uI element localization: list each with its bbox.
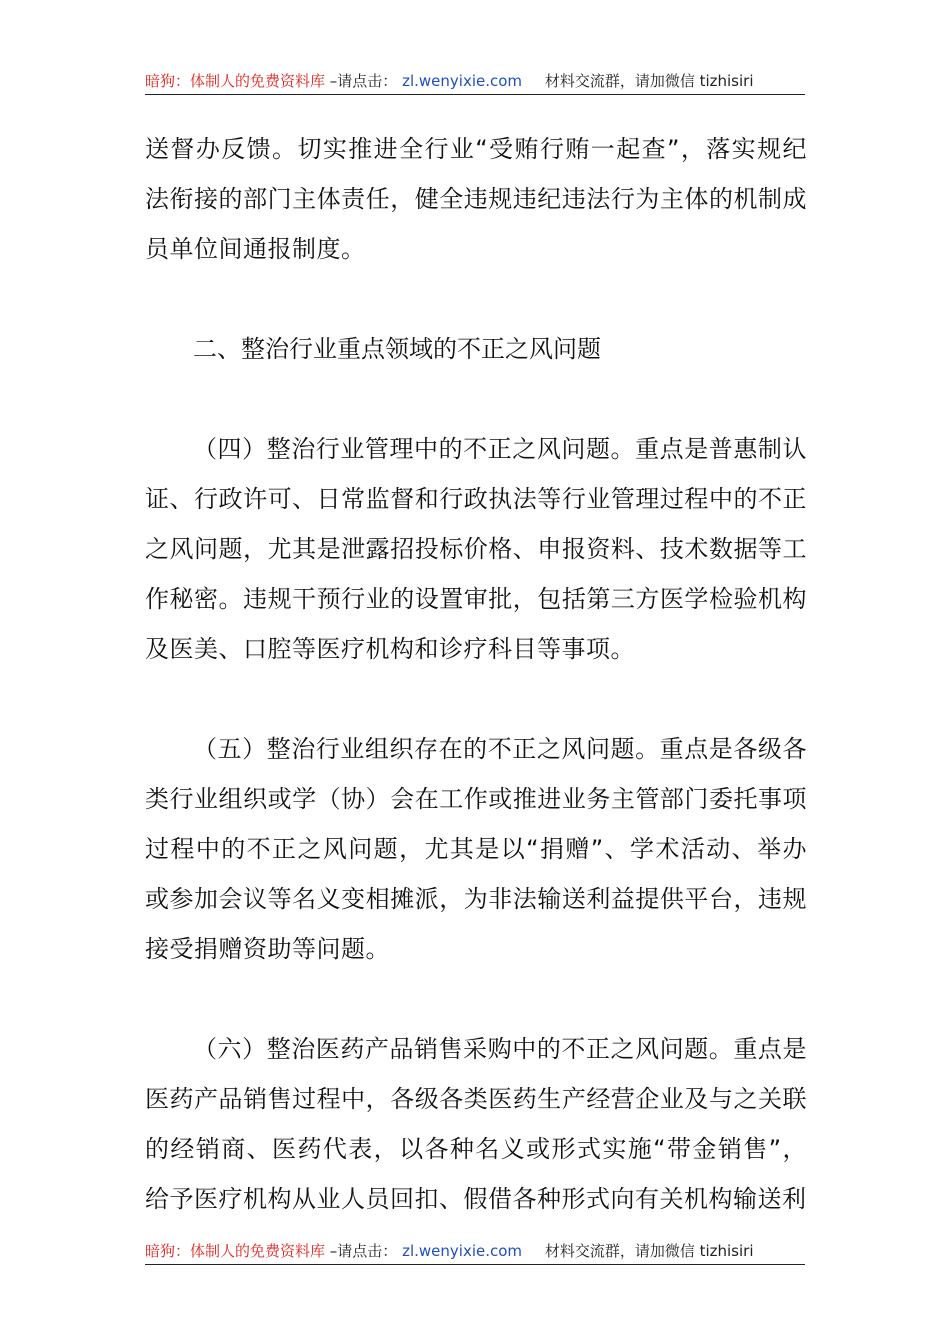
paragraph-item-4: （四）整治行业管理中的不正之风问题。重点是普惠制认证、行政许可、日常监督和行政执法等行业管理过程中的不正之风问题，尤其是泄露招投标价格、申报资料、技术数据等工作秘密。违规干预行业的设置审批，包括第三方医学检验机构及医美、口腔等医疗机构和诊疗科目等事项。 xyxy=(145,435,807,663)
paragraph-item-6: （六）整治医药产品销售采购中的不正之风问题。重点是医药产品销售过程中，各级各类医药生产经营企业及与之关联的经销商、医药代表，以各种名义或形式实施“带金销售”，给予医疗机构从业人员回扣、假借各种形式向有关机构输送利 xyxy=(145,1035,807,1213)
footer-link[interactable]: zl.wenyixie.com xyxy=(402,1242,523,1260)
header-brand: 暗狗：体制人的免费资料库 xyxy=(145,72,326,90)
header-link[interactable]: zl.wenyixie.com xyxy=(402,72,523,90)
section-2-heading: 二、整治行业重点领域的不正之风问题 xyxy=(193,335,601,363)
header-banner xyxy=(145,68,805,95)
footer-banner xyxy=(145,1238,805,1265)
footer-brand: 暗狗：体制人的免费资料库 xyxy=(145,1242,326,1260)
document-body xyxy=(145,124,807,1224)
footer-prompt: –请点击： xyxy=(329,1242,398,1260)
header-prompt: –请点击： xyxy=(329,72,398,90)
paragraph-continued: 送督办反馈。切实推进全行业“受贿行贿一起查”，落实规纪法衔接的部门主体责任，健全违规违纪违法行为主体的机制成员单位间通报制度。 xyxy=(145,135,807,263)
footer-group-note: 材料交流群，请加微信 tizhisiri xyxy=(544,1242,754,1260)
header-group-note: 材料交流群，请加微信 tizhisiri xyxy=(544,72,754,90)
paragraph-item-5: （五）整治行业组织存在的不正之风问题。重点是各级各类行业组织或学（协）会在工作或推进业务主管部门委托事项过程中的不正之风问题，尤其是以“捐赠”、学术活动、举办或参加会议等名义变相摊派，为非法输送利益提供平台，违规接受捐赠资助等问题。 xyxy=(145,735,807,963)
